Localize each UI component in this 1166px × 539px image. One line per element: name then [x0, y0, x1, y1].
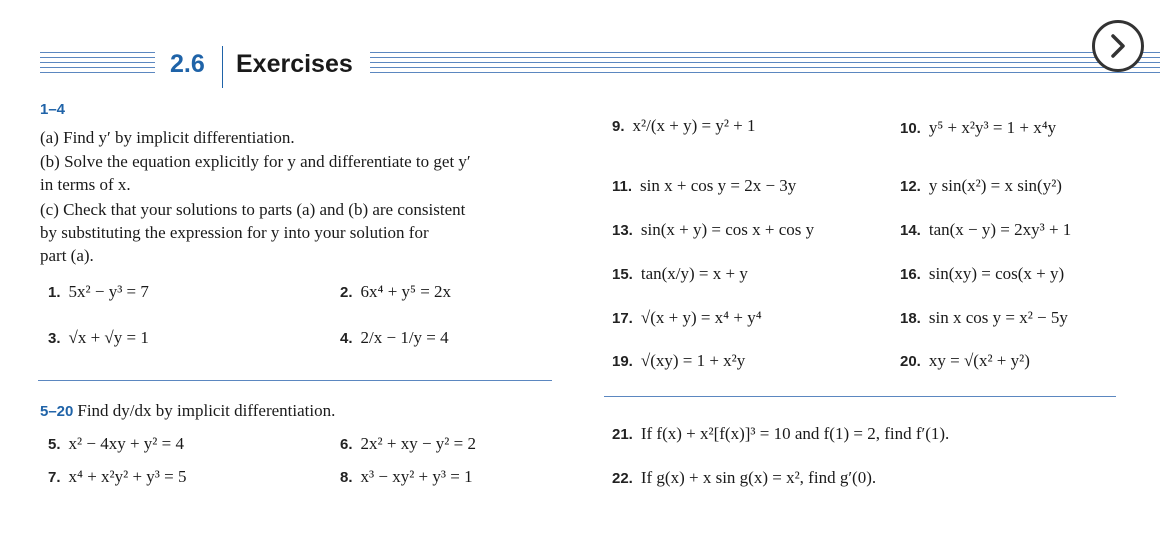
exercise-number: 2.: [340, 284, 353, 301]
range-5-20-heading: [40, 400, 335, 422]
exercise-10: [900, 118, 1056, 138]
exercise-number: 1.: [48, 284, 61, 301]
instruction-a: (a) Find y′ by implicit differentiation.: [40, 128, 295, 147]
header-rule-left: [40, 52, 155, 77]
divider-left: [38, 380, 552, 381]
exercise-number: 16.: [900, 266, 921, 283]
header-rule-right: [370, 52, 1160, 77]
exercise-number: 5.: [48, 436, 61, 453]
exercise-3: [48, 328, 149, 348]
equation: x² − 4xy + y² = 4: [68, 434, 184, 453]
exercise-13: [612, 220, 814, 240]
exercise-number: 9.: [612, 118, 625, 135]
chevron-right-icon: [1107, 33, 1129, 59]
exercise-number: 15.: [612, 266, 633, 283]
exercise-number: 12.: [900, 178, 921, 195]
equation: sin(xy) = cos(x + y): [928, 264, 1065, 283]
exercise-number: 20.: [900, 353, 921, 370]
exercise-15: [612, 264, 748, 284]
equation: 5x² − y³ = 7: [68, 282, 149, 301]
exercise-number: 18.: [900, 310, 921, 327]
exercise-number: 3.: [48, 330, 61, 347]
instruction-c-cont2: part (a).: [40, 246, 94, 265]
exercise-number: 22.: [612, 470, 633, 487]
equation: tan(x/y) = x + y: [640, 264, 748, 283]
exercise-number: 8.: [340, 469, 353, 486]
exercise-number: 11.: [612, 178, 633, 195]
exercise-number: 17.: [612, 310, 633, 327]
exercise-14: [900, 220, 1071, 240]
next-button[interactable]: [1092, 20, 1144, 72]
exercise-number: 6.: [340, 436, 353, 453]
instruction-b-cont: in terms of x.: [40, 175, 131, 194]
section-title: Exercises: [236, 50, 353, 78]
equation: xy = √(x² + y²): [928, 351, 1030, 370]
exercise-11: [612, 176, 796, 196]
exercise-text: If g(x) + x sin g(x) = x², find g′(0).: [640, 468, 877, 487]
instruction-c-cont: by substituting the expression for y into your solution for: [40, 223, 429, 242]
equation: sin(x + y) = cos x + cos y: [640, 220, 815, 239]
instruction-5-20: Find dy/dx by implicit differentiation.: [77, 401, 336, 420]
exercise-number: 21.: [612, 426, 633, 443]
equation: x⁴ + x²y² + y³ = 5: [68, 467, 187, 486]
exercise-12: [900, 176, 1062, 196]
equation: x²/(x + y) = y² + 1: [632, 116, 756, 135]
exercise-9: [612, 116, 756, 136]
exercise-number: 19.: [612, 353, 633, 370]
exercise-number: 4.: [340, 330, 353, 347]
exercise-7: [48, 467, 187, 487]
equation: y⁵ + x²y³ = 1 + x⁴y: [928, 118, 1057, 137]
exercise-22: [612, 468, 876, 488]
equation: 6x⁴ + y⁵ = 2x: [360, 282, 452, 301]
exercise-19: [612, 351, 745, 371]
equation: x³ − xy² + y³ = 1: [360, 467, 473, 486]
exercise-number: 14.: [900, 222, 921, 239]
exercise-17: [612, 308, 762, 328]
exercise-20: [900, 351, 1030, 371]
equation: √(xy) = 1 + x²y: [640, 351, 746, 370]
equation: sin x + cos y = 2x − 3y: [640, 176, 797, 195]
equation: y sin(x²) = x sin(y²): [928, 176, 1062, 195]
instruction-b: (b) Solve the equation explicitly for y and differentiate to get y′: [40, 152, 471, 171]
range-1-4: 1–4: [40, 101, 66, 118]
range-5-20: 5–20: [40, 403, 74, 420]
section-number: 2.6: [170, 50, 205, 78]
exercise-text: If f(x) + x²[f(x)]³ = 10 and f(1) = 2, find f′(1).: [640, 424, 950, 443]
divider-right: [604, 396, 1116, 397]
exercise-18: [900, 308, 1068, 328]
exercise-number: 13.: [612, 222, 633, 239]
equation: tan(x − y) = 2xy³ + 1: [928, 220, 1072, 239]
instruction-c: (c) Check that your solutions to parts (a) and (b) are consistent: [40, 200, 466, 219]
exercise-16: [900, 264, 1064, 284]
exercise-5: [48, 434, 184, 454]
equation: √(x + y) = x⁴ + y⁴: [640, 308, 762, 327]
exercise-2: [340, 282, 451, 302]
exercise-number: 10.: [900, 120, 921, 137]
section-divider: [222, 46, 223, 88]
exercise-8: [340, 467, 473, 487]
exercise-number: 7.: [48, 469, 61, 486]
exercise-1: [48, 282, 149, 302]
equation: 2x² + xy − y² = 2: [360, 434, 476, 453]
equation: 2/x − 1/y = 4: [360, 328, 449, 347]
exercise-4: [340, 328, 449, 348]
equation: √x + √y = 1: [68, 328, 149, 347]
equation: sin x cos y = x² − 5y: [928, 308, 1068, 327]
exercise-6: [340, 434, 476, 454]
exercise-21: [612, 424, 949, 444]
